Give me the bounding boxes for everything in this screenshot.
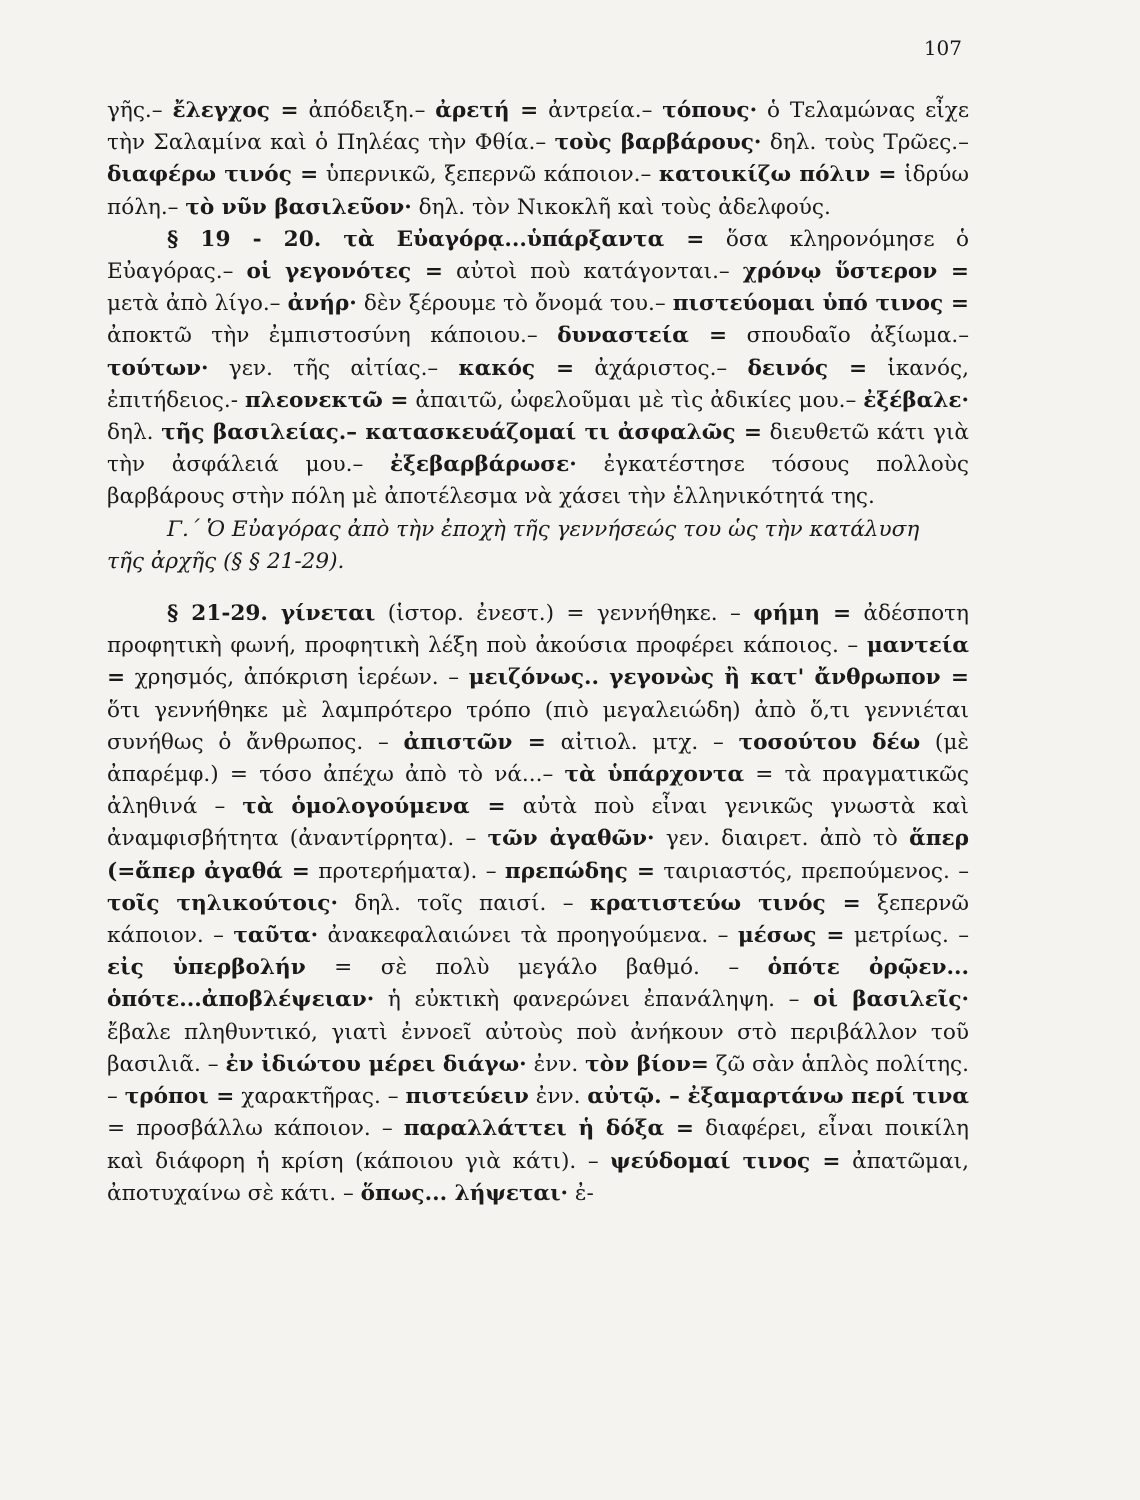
commentary-body [107, 95, 969, 1210]
paragraph-notes-21-29: § 21-29. γίνεται (ἱστορ. ἐνεστ.) = γεννήθηκε. – φήμη = ἀδέσποτη προφητικὴ φωνή, προφητικὴ λέξη ποὺ ἀκούσια προφέρει κάποιος. – μαντεία = χρησμός, ἀπόκριση ἱερέων. – μειζόνως.. γεγονὼς ἢ κατ' ἄνθρωπον = ὅτι γεννήθηκε μὲ λαμπρότερο τρόπο (πιὸ μεγαλειώδη) ἀπὸ ὅ,τι γεννιέται συνήθως ὁ ἄνθρωπος. – ἀπιστῶν = αἰτιολ. μτχ. – τοσούτου δέω (μὲ ἀπαρέμφ.) = τόσο ἀπέχω ἀπὸ τὸ νά...– τὰ ὑπάρχοντα = τὰ πραγματικῶς ἀληθινά – τὰ ὁμολογούμενα = αὐτὰ ποὺ εἶναι γενικῶς γνωστὰ καὶ ἀναμφισβήτητα (ἀναντίρρητα). – τῶν ἀγαθῶν· γεν. διαιρετ. ἀπὸ τὸ ἅπερ (=ἅπερ ἀγαθά = προτερήματα). – πρεπώδης = ταιριαστός, πρεπούμενος. – τοῖς τηλικούτοις· δηλ. τοῖς παισί. – κρατιστεύω τινός = ξεπερνῶ κάποιον. – ταῦτα· ἀνακεφαλαιώνει τὰ προηγούμενα. – μέσως = μετρίως. – εἰς ὑπερβολήν = σὲ πολὺ μεγάλο βαθμό. – ὁπότε ὀρῷεν... ὁπότε...ἀποβλέψειαν· ἡ εὐκτικὴ φανερώνει ἐπανάληψη. – οἱ βασιλεῖς· ἔβαλε πληθυντικό, γιατὶ ἐννοεῖ αὐτοὺς ποὺ ἀνήκουν στὸ περιβάλλον τοῦ βασιλιᾶ. – ἐν ἰδιώτου μέρει διάγω· ἐνν. τὸν βίον= ζῶ σὰν ἁπλὸς πολίτης. – τρόποι = χαρακτῆρας. – πιστεύειν ἐνν. αὐτῷ. – ἐξαμαρτάνω περί τινα = προσβάλλω κάποιον. – παραλλάττει ἡ δόξα = διαφέρει, εἶναι ποικίλη καὶ διάφορη ἡ κρίση (κάποιου γιὰ κάτι). – ψεύδομαί τινος = ἀπατῶμαι, ἀποτυχαίνω σὲ κάτι. – ὅπως... λήψεται· ἐ- [107, 601, 969, 1206]
page-number: 107 [923, 36, 962, 60]
section-heading-line1: Γ.΄ Ὁ Εὐαγόρας ἀπὸ τὴν ἐποχὴ τῆς γεννήσεώς του ὡς τὴν κατάλυση [167, 516, 920, 542]
paragraph-notes-19-20: § 19 - 20. τὰ Εὐαγόρᾳ...ὑπάρξαντα = ὅσα κληρονόμησε ὁ Εὐαγόρας.– οἱ γεγονότες = αὐτοὶ ποὺ κατάγονται.– χρόνῳ ὕστερον = μετὰ ἀπὸ λίγο.– ἀνήρ· δὲν ξέρουμε τὸ ὄνομά του.– πιστεύομαι ὑπό τινος = ἀποκτῶ τὴν ἐμπιστοσύνη κάποιου.– δυναστεία = σπουδαῖο ἀξίωμα.– τούτων· γεν. τῆς αἰτίας.– κακός = ἀχάριστος.– δεινός = ἱκανός, ἐπιτήδειος.- πλεονεκτῶ = ἀπαιτῶ, ὠφελοῦμαι μὲ τὶς ἀδικίες μου.– ἐξέβαλε· δηλ. τῆς βασιλείας.– κατασκευάζομαί τι ἀσφαλῶς = διευθετῶ κάτι γιὰ τὴν ἀσφάλειά μου.– ἐξεβαρβάρωσε· ἐγκατέστησε τόσους πολλοὺς βαρβάρους στὴν πόλη μὲ ἀποτέλεσμα νὰ χάσει τὴν ἑλληνικότητά της. [107, 226, 970, 510]
paragraph-notes-18: γῆς.– ἔλεγχος = ἀπόδειξη.– ἀρετή = ἀντρεία.– τόπους· ὁ Τελαμώνας εἶχε τὴν Σαλαμίνα καὶ ὁ Πηλέας τὴν Φθία.– τοὺς βαρβάρους· δηλ. τοὺς Τρῶες.– διαφέρω τινός = ὑπερνικῶ, ξεπερνῶ κάποιον.– κατοικίζω πόλιν = ἱδρύω πόλη.– τὸ νῦν βασιλεῦον· δηλ. τὸν Νικοκλῆ καὶ τοὺς ἀδελφούς. [107, 98, 970, 220]
section-heading-line2: τῆς ἀρχῆς (§ § 21-29). [107, 548, 345, 574]
section-heading [107, 514, 969, 578]
